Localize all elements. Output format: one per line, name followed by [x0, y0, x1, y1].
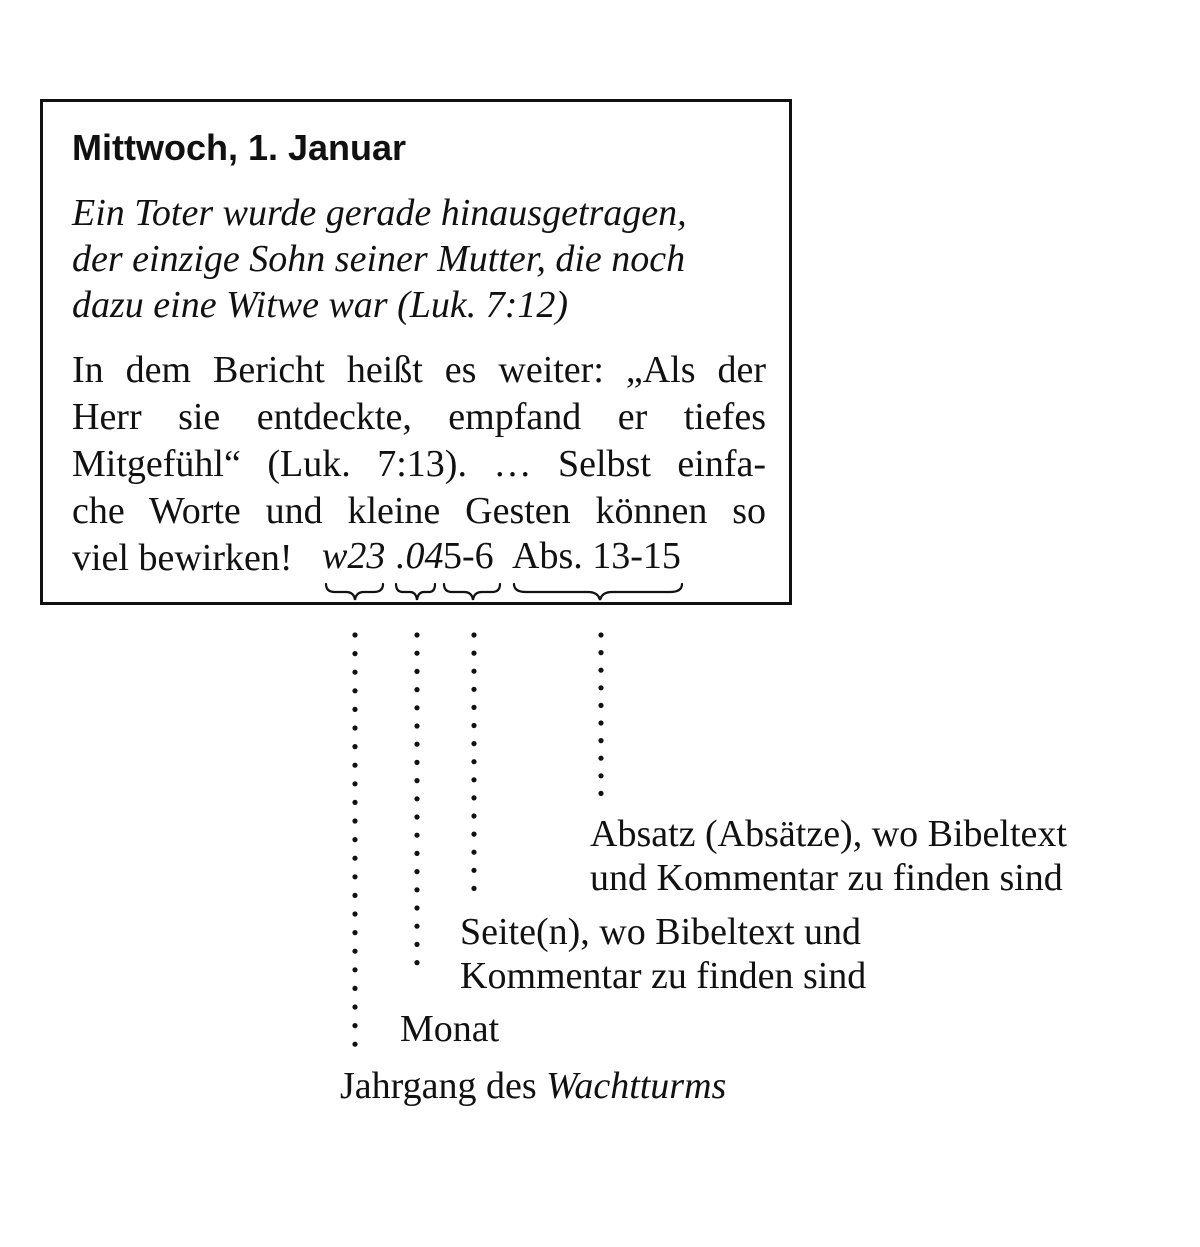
- leader-dot: [414, 833, 419, 838]
- scripture-line: Ein Toter wurde gerade hinausgetragen,: [72, 192, 687, 234]
- leader-dot: [598, 703, 603, 708]
- brace-pages: [444, 584, 500, 600]
- leader-dot: [471, 813, 476, 818]
- leader-dot: [414, 778, 419, 783]
- leader-dot: [598, 791, 603, 796]
- leader-dot: [414, 742, 419, 747]
- leader-dot: [414, 723, 419, 728]
- leader-dot: [352, 688, 357, 693]
- leader-dot: [352, 707, 357, 712]
- leader-dot: [352, 837, 357, 842]
- leader-dot: [352, 1023, 357, 1028]
- leader-dot: [414, 796, 419, 801]
- dotted-leader-month: [414, 632, 419, 965]
- leader-dot: [352, 967, 357, 972]
- leader-dot: [471, 886, 476, 891]
- leader-dot: [352, 930, 357, 935]
- scripture-line: dazu eine Witwe war (Luk. 7:12): [72, 284, 569, 326]
- leader-dot: [352, 670, 357, 675]
- dotted-leader-year: [352, 632, 357, 1046]
- brace-paragraphs: [514, 584, 682, 600]
- leader-dot: [598, 668, 603, 673]
- leader-dot: [352, 651, 357, 656]
- day-title: Mittwoch, 1. Januar: [72, 127, 407, 168]
- leader-dot: [414, 669, 419, 674]
- legend-pages-line: Kommentar zu finden sind: [460, 955, 867, 997]
- leader-dot: [598, 632, 603, 637]
- legend-year-text: Jahrgang des: [340, 1065, 547, 1107]
- legend-paragraphs-line: und Kommentar zu finden sind: [590, 857, 1063, 899]
- leader-dot: [352, 744, 357, 749]
- comment-line: Mitgefühl“ (Luk. 7:13). … Selbst einfa-: [72, 443, 766, 485]
- leader-dot: [352, 1042, 357, 1047]
- leader-dot: [414, 960, 419, 965]
- leader-dot: [414, 705, 419, 710]
- brace-month: [396, 584, 435, 600]
- leader-dot: [471, 868, 476, 873]
- leader-dot: [352, 1004, 357, 1009]
- leader-dot: [598, 650, 603, 655]
- leader-dot: [414, 851, 419, 856]
- leader-dot: [352, 632, 357, 637]
- leader-dot: [471, 741, 476, 746]
- leader-dot: [598, 756, 603, 761]
- leader-dot: [414, 760, 419, 765]
- comment-line: viel bewirken!: [72, 537, 293, 579]
- legend-year: [340, 1064, 726, 1108]
- leader-dot: [352, 800, 357, 805]
- leader-dot: [471, 669, 476, 674]
- leader-dot: [352, 986, 357, 991]
- scripture-line: der einzige Sohn seiner Mutter, die noch: [72, 238, 686, 280]
- leader-dot: [471, 777, 476, 782]
- leader-dot: [414, 887, 419, 892]
- legend-pages: [460, 910, 866, 998]
- leader-dot: [352, 725, 357, 730]
- legend-month: Monat: [400, 1008, 500, 1050]
- leader-dot: [352, 856, 357, 861]
- leader-dot: [471, 687, 476, 692]
- leader-dot: [414, 942, 419, 947]
- reference-month: .04: [396, 535, 444, 577]
- leader-dot: [352, 893, 357, 898]
- leader-dot: [471, 723, 476, 728]
- reference-year: w23: [322, 535, 386, 577]
- leader-dot: [471, 850, 476, 855]
- leader-dot: [352, 874, 357, 879]
- legend-paragraphs-line: Absatz (Absätze), wo Bibeltext: [590, 813, 1067, 855]
- legend-pages-line: Seite(n), wo Bibeltext und: [460, 911, 862, 953]
- leader-dot: [471, 632, 476, 637]
- leader-dot: [414, 632, 419, 637]
- leader-dot: [352, 818, 357, 823]
- dotted-leader-pages: [471, 632, 476, 891]
- leader-dot: [352, 911, 357, 916]
- leader-dot: [352, 763, 357, 768]
- leader-dot: [471, 795, 476, 800]
- legend-paragraphs: [590, 812, 1067, 900]
- leader-dot: [598, 720, 603, 725]
- leader-dot: [414, 924, 419, 929]
- leader-dot: [414, 687, 419, 692]
- legend-year-emphasis: Wachtturms: [546, 1065, 727, 1107]
- leader-dot: [598, 738, 603, 743]
- leader-dot: [414, 905, 419, 910]
- comment-line: In dem Bericht heißt es weiter: „Als der: [72, 349, 766, 391]
- leader-dot: [352, 781, 357, 786]
- comment-line: Herr sie entdeckte, empfand er tiefes: [72, 396, 766, 438]
- reference-paragraphs: Abs. 13-15: [512, 535, 681, 577]
- brace-year: [326, 584, 383, 600]
- leader-dot: [471, 705, 476, 710]
- leader-dot: [598, 773, 603, 778]
- comment-line: che Worte und kleine Gesten können so: [72, 490, 766, 532]
- leader-dot: [414, 814, 419, 819]
- leader-dot: [471, 759, 476, 764]
- leader-dot: [414, 651, 419, 656]
- dotted-leader-paragraphs: [598, 632, 603, 796]
- leader-dot: [471, 651, 476, 656]
- leader-dot: [471, 832, 476, 837]
- leader-dot: [598, 685, 603, 690]
- leader-dot: [414, 869, 419, 874]
- leader-dot: [352, 949, 357, 954]
- reference-pages: 5-6: [443, 535, 494, 577]
